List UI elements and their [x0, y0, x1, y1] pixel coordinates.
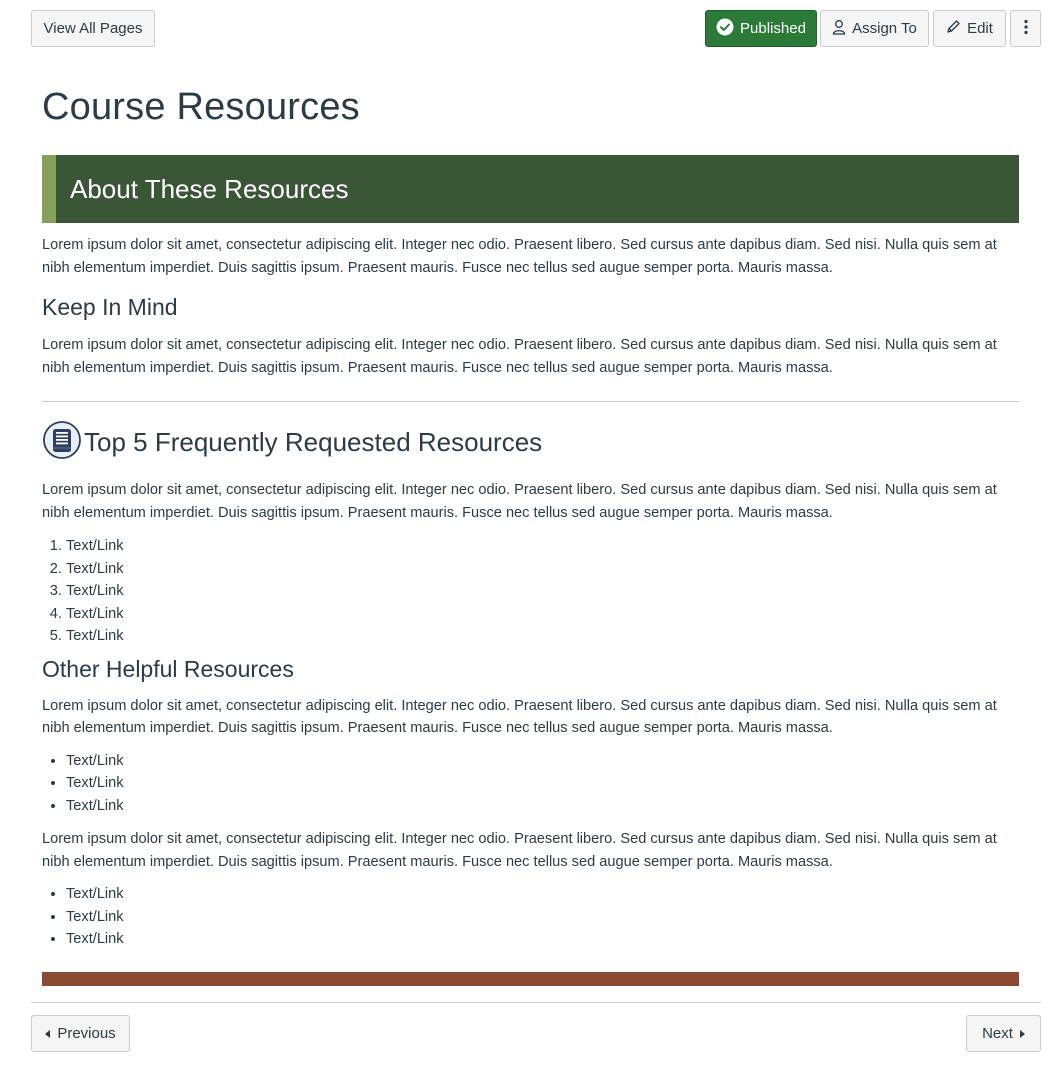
assign-to-button[interactable] — [820, 10, 929, 47]
book-icon — [42, 420, 82, 465]
list-item[interactable]: • Text/Link — [66, 906, 1019, 929]
section-banner — [42, 155, 1019, 223]
other-list-1 — [42, 750, 1019, 818]
edit-button[interactable] — [933, 10, 1006, 47]
list-item[interactable]: • Text/Link — [66, 883, 1019, 906]
next-label: Next — [982, 1025, 1013, 1042]
check-circle-icon — [716, 18, 734, 40]
keep-in-mind-paragraph: Lorem ipsum dolor sit amet, consectetur adipiscing elit. Integer nec odio. Praesent libero. Sed cursus ante dapibus diam. Sed nisi. Nulla quis sem at nibh elementum imperdiet. Duis sagittis ipsum. Praesent mauris. Fusce nec tellus sed augue semper porta. Mauris massa. — [42, 337, 997, 376]
divider — [42, 401, 1019, 402]
top5-list — [42, 535, 1019, 648]
previous-label: Previous — [57, 1025, 116, 1042]
list-item[interactable]: • Text/Link — [66, 928, 1019, 951]
footer-bar — [42, 972, 1019, 986]
list-item[interactable]: 5. Text/Link — [66, 625, 1019, 648]
pencil-icon — [946, 19, 961, 38]
list-item[interactable]: 4. Text/Link — [66, 603, 1019, 626]
top5-paragraph: Lorem ipsum dolor sit amet, consectetur adipiscing elit. Integer nec odio. Praesent libero. Sed cursus ante dapibus diam. Sed nisi. Nulla quis sem at nibh elementum imperdiet. Duis sagittis ipsum. Praesent mauris. Fusce nec tellus sed augue semper porta. Mauris massa. — [42, 482, 997, 521]
list-item[interactable]: • Text/Link — [66, 750, 1019, 773]
top5-heading: Top 5 Frequently Requested Resources — [84, 427, 543, 457]
user-icon — [832, 19, 846, 39]
list-item[interactable]: 2. Text/Link — [66, 558, 1019, 581]
other-paragraph-1: Lorem ipsum dolor sit amet, consectetur adipiscing elit. Integer nec odio. Praesent libero. Sed cursus ante dapibus diam. Sed nisi. Nulla quis sem at nibh elementum imperdiet. Duis sagittis ipsum. Praesent mauris. Fusce nec tellus sed augue semper porta. Mauris massa. — [42, 697, 997, 736]
edit-label: Edit — [967, 20, 993, 37]
published-button[interactable] — [705, 10, 817, 47]
top5-header — [42, 420, 1019, 465]
assign-to-label: Assign To — [852, 20, 917, 37]
previous-button[interactable] — [31, 1015, 130, 1052]
published-label: Published — [740, 20, 806, 37]
list-item[interactable]: 3. Text/Link — [66, 580, 1019, 603]
list-item[interactable]: • Text/Link — [66, 795, 1019, 818]
keep-in-mind-heading: Keep In Mind — [42, 294, 178, 320]
view-all-pages-label: View All Pages — [43, 20, 143, 37]
list-item[interactable]: • Text/Link — [66, 772, 1019, 795]
bottom-divider — [31, 1002, 1041, 1003]
list-item[interactable]: 1. Text/Link — [66, 535, 1019, 558]
vertical-dots-icon — [1024, 19, 1028, 39]
page-title: Course Resources — [42, 86, 360, 128]
next-button[interactable] — [966, 1015, 1041, 1052]
caret-right-icon — [1019, 1025, 1025, 1042]
other-resources-heading: Other Helpful Resources — [42, 655, 294, 682]
other-list-2 — [42, 883, 1019, 951]
more-options-button[interactable] — [1010, 10, 1041, 47]
page-content — [42, 155, 1019, 986]
other-paragraph-2: Lorem ipsum dolor sit amet, consectetur adipiscing elit. Integer nec odio. Praesent libero. Sed cursus ante dapibus diam. Sed nisi. Nulla quis sem at nibh elementum imperdiet. Duis sagittis ipsum. Praesent mauris. Fusce nec tellus sed augue semper porta. Mauris massa. — [42, 831, 997, 870]
view-all-pages-button[interactable] — [31, 10, 155, 47]
intro-paragraph: Lorem ipsum dolor sit amet, consectetur adipiscing elit. Integer nec odio. Praesent libero. Sed cursus ante dapibus diam. Sed nisi. Nulla quis sem at nibh elementum imperdiet. Duis sagittis ipsum. Praesent mauris. Fusce nec tellus sed augue semper porta. Mauris massa. — [42, 237, 997, 276]
banner-title: About These Resources — [70, 173, 349, 204]
caret-left-icon — [45, 1025, 51, 1042]
